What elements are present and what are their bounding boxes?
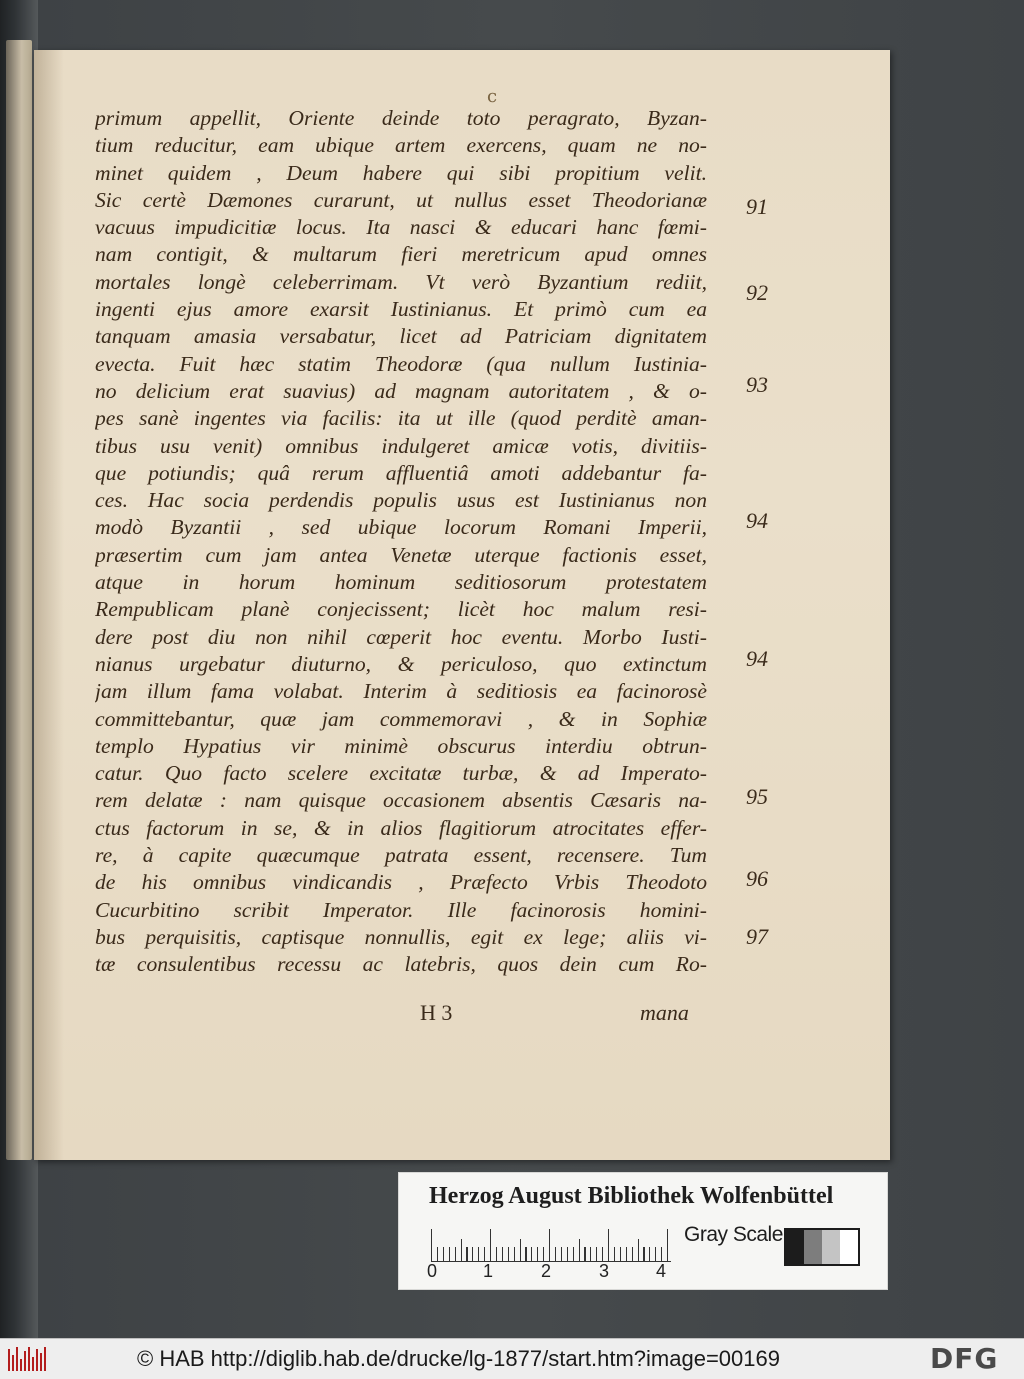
ruler-tick (508, 1247, 509, 1261)
barcode-bar (32, 1357, 34, 1371)
ruler-tick (602, 1247, 603, 1261)
color-target-card (398, 1172, 888, 1290)
ruler-tick (466, 1247, 467, 1261)
text-line: tanquam amasia versabatur, licet ad Patriciam dignitatem (95, 324, 707, 349)
margin-number: 92 (746, 280, 768, 305)
text-line: Sic certè Dæmones curarunt, ut nullus esset Theodorianæ (95, 187, 707, 212)
copyright-url: © HAB http://diglib.hab.de/drucke/lg-1877/start.htm?image=00169 (137, 1346, 780, 1371)
margin-number: 94 (746, 508, 768, 533)
ruler-tick (443, 1247, 444, 1261)
text-line: tæ consulentibus recessu ac latebris, quos dein cum Ro- (95, 952, 707, 977)
text-line: nianus urgebatur diuturno, & periculoso, quo extinctum (95, 651, 707, 676)
text-line: minet quidem , Deum habere qui sibi propitium velit. (95, 160, 707, 185)
margin-number: 94 (746, 646, 768, 671)
text-line: no delicium erat suavius) ad magnam autoritatem , & o- (95, 378, 707, 403)
ruler-tick (643, 1247, 644, 1261)
ruler-tick (502, 1247, 503, 1261)
barcode-bar (44, 1347, 46, 1371)
text-line: que potiundis; quâ rerum affluentiâ amoti addebantur fa- (95, 460, 707, 485)
ruler-number: 2 (541, 1261, 552, 1281)
barcode-bar (40, 1353, 42, 1371)
ruler-tick (461, 1239, 462, 1261)
ruler-tick (490, 1229, 491, 1261)
text-line: tium reducitur, eam ubique artem exercens, quam ne no- (95, 133, 707, 158)
ruler-tick (549, 1229, 550, 1261)
text-line: de his omnibus vindicandis , Præfecto Vrbis Theodoto (95, 870, 707, 895)
text-line: Rempublicam planè conjecissent; licèt hoc malum resi- (95, 597, 707, 622)
gray-swatch (822, 1230, 840, 1264)
ruler-tick (455, 1247, 456, 1261)
ruler-tick (531, 1247, 532, 1261)
target-title: Herzog August Bibliothek Wolfenbüttel (429, 1183, 834, 1209)
text-line: atque in horum hominum seditiosorum protestatem (95, 570, 707, 595)
hab-barcode-icon (8, 1347, 48, 1371)
ruler-tick (567, 1247, 568, 1261)
signature-mark: c (487, 86, 498, 107)
catchword: mana (640, 1000, 689, 1025)
ruler-tick (620, 1247, 621, 1261)
page-text (95, 105, 707, 979)
facing-page-edge (6, 40, 32, 1160)
ruler-number: 3 (599, 1261, 610, 1281)
gray-scale-label: Gray Scale (684, 1223, 783, 1246)
text-line: mortales longè celeberrimam. Vt verò Byzantium rediit, (95, 269, 707, 294)
ruler-tick (496, 1247, 497, 1261)
gray-swatch (786, 1230, 804, 1264)
ruler-tick (478, 1247, 479, 1261)
ruler-tick (525, 1247, 526, 1261)
ruler-tick (561, 1247, 562, 1261)
barcode-bar (36, 1349, 38, 1371)
text-line: tibus usu venit) omnibus indulgeret amicæ votis, divitiis- (95, 433, 707, 458)
ruler-tick (608, 1229, 609, 1261)
ruler-tick (649, 1247, 650, 1261)
ruler-tick (514, 1247, 515, 1261)
text-line: ces. Hac socia perdendis populis usus est Iustinianus non (95, 488, 707, 513)
text-line: ctus factorum in se, & in alios flagitiorum atrocitates effer- (95, 815, 707, 840)
ruler-number: 0 (427, 1261, 438, 1281)
ruler-tick (537, 1247, 538, 1261)
text-line: præsertim cum jam antea Venetæ uterque factionis esset, (95, 542, 707, 567)
text-line: nam contigit, & multarum fieri meretricum apud omnes (95, 242, 707, 267)
ruler-tick (584, 1247, 585, 1261)
margin-number: 91 (746, 194, 768, 219)
barcode-bar (16, 1347, 18, 1371)
text-line: primum appellit, Oriente deinde toto peragrato, Byzan- (95, 106, 707, 130)
text-line: modò Byzantii , sed ubique locorum Romani Imperii, (95, 515, 707, 540)
ruler-tick (484, 1247, 485, 1261)
text-line: pes sanè ingentes via facilis: ita ut ille (quod perditè aman- (95, 406, 707, 431)
signature-catchline: H 3 (420, 1000, 453, 1025)
margin-number: 93 (746, 372, 768, 397)
ruler-tick (590, 1247, 591, 1261)
margin-number: 95 (746, 784, 768, 809)
text-line: ingenti ejus amore exarsit Iustinianus. Et primò cum ea (95, 297, 707, 322)
measurement-ruler (431, 1227, 671, 1262)
text-line: jam illum fama volabat. Interim à seditiosis ea facinorosè (95, 679, 707, 704)
ruler-tick (638, 1239, 639, 1261)
gray-swatch (840, 1230, 858, 1264)
barcode-bar (24, 1351, 26, 1371)
ruler-tick (431, 1229, 432, 1261)
text-line: committebantur, quæ jam commemoravi , & in Sophiæ (95, 706, 707, 731)
ruler-number: 4 (656, 1261, 667, 1281)
ruler-tick (614, 1247, 615, 1261)
ruler-tick (555, 1247, 556, 1261)
gray-swatch (804, 1230, 822, 1264)
ruler-tick (472, 1247, 473, 1261)
text-line: evecta. Fuit hæc statim Theodoræ (qua nullum Iustinia- (95, 351, 707, 376)
text-line: bus perquisitis, captisque nonnullis, egit ex lege; aliis vi- (95, 924, 707, 949)
footer-bar (0, 1338, 1024, 1379)
barcode-bar (12, 1355, 14, 1371)
ruler-tick (655, 1247, 656, 1261)
barcode-bar (20, 1359, 22, 1371)
text-line: re, à capite quæcumque patrata essent, recensere. Tum (95, 843, 707, 868)
ruler-tick (632, 1247, 633, 1261)
ruler-tick (667, 1229, 668, 1261)
ruler-tick (543, 1247, 544, 1261)
ruler-tick (520, 1239, 521, 1261)
barcode-bar (8, 1349, 10, 1371)
text-line: dere post diu non nihil cœperit hoc eventu. Morbo Iusti- (95, 624, 707, 649)
ruler-scale-numbers (427, 1261, 687, 1283)
text-line: catur. Quo facto scelere excitatæ turbæ, & ad Imperato- (95, 761, 707, 786)
gray-scale-swatches (784, 1228, 860, 1266)
dfg-logo: DFG (930, 1342, 999, 1375)
text-line: vacuus impudicitiæ locus. Ita nasci & educari hanc fœmi- (95, 215, 707, 240)
ruler-tick (449, 1247, 450, 1261)
ruler-tick (437, 1247, 438, 1261)
text-line: templo Hypatius vir minimè obscurus interdiu obtrun- (95, 733, 707, 758)
ruler-tick (579, 1239, 580, 1261)
margin-number: 96 (746, 866, 768, 891)
margin-number: 97 (746, 924, 768, 949)
ruler-tick (626, 1247, 627, 1261)
ruler-tick (573, 1247, 574, 1261)
text-line: rem delatæ : nam quisque occasionem absentis Cæsaris na- (95, 788, 707, 813)
barcode-bar (28, 1347, 30, 1371)
ruler-number: 1 (483, 1261, 494, 1281)
ruler-tick (596, 1247, 597, 1261)
ruler-tick (661, 1247, 662, 1261)
text-line: Cucurbitino scribit Imperator. Ille facinorosis homini- (95, 897, 707, 922)
